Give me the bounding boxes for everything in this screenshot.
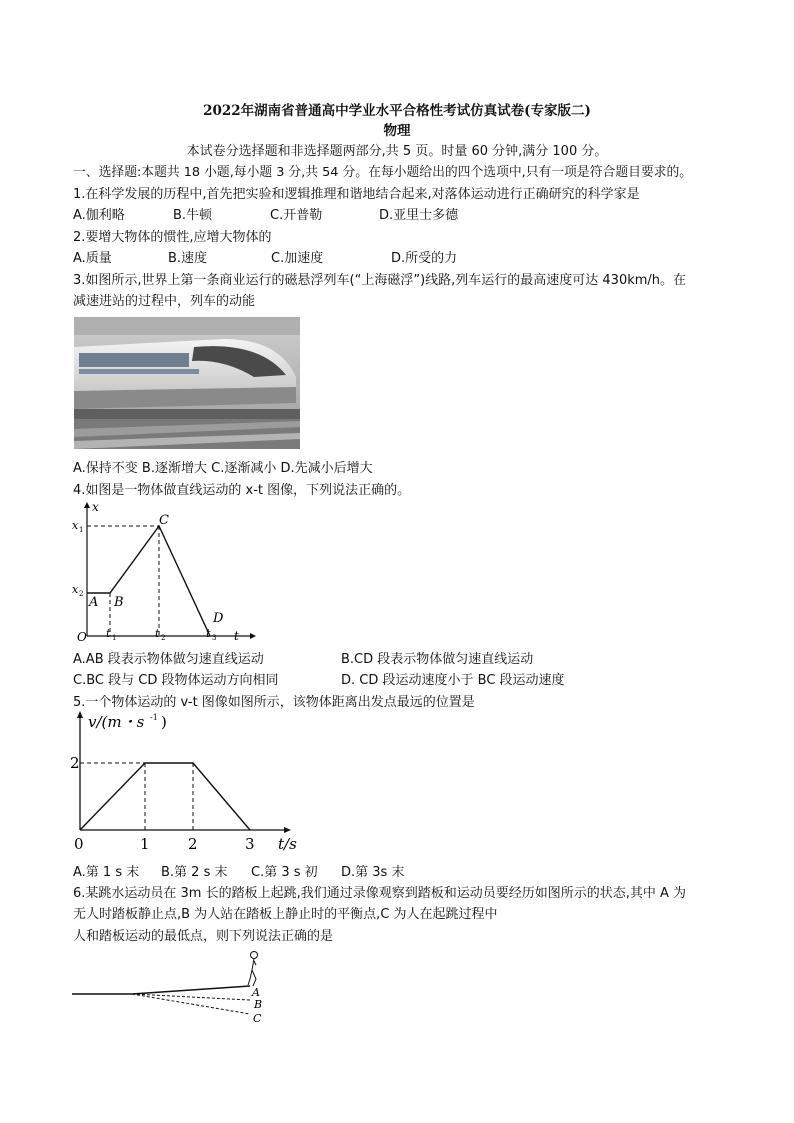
q1-option-b[interactable]: B.牛顿 — [173, 208, 213, 223]
q1-option-c[interactable]: C.开普勒 — [270, 208, 323, 223]
x-tick-3: 3 — [245, 835, 255, 853]
q5-option-c[interactable]: C.第 3 s 初 — [251, 865, 318, 880]
q6-stem-line3: 人和踏板运动的最低点，则下列说法正确的是 — [73, 929, 334, 944]
y-axis-arrow-icon — [77, 711, 83, 718]
q1-stem: 1.在科学发展的历程中,首先把实验和逻辑推理和谐地结合起来,对落体运动进行正确研究的科学家是 — [73, 187, 640, 202]
diver-head-icon — [251, 952, 258, 959]
label-c: C — [253, 1012, 262, 1025]
q3-stem-line1: 3.如图所示,世界上第一条商业运行的磁悬浮列车(“上海磁浮”)线路,列车运行的最高速度可达 430km/h。在 — [73, 273, 687, 288]
diver-body-icon — [248, 959, 256, 986]
y-axis-arrow-icon — [84, 502, 90, 508]
subject-title: 物理 — [383, 123, 411, 139]
t1-sub: 1 — [112, 634, 117, 642]
t3-label: t — [206, 627, 211, 640]
q6-stem-line1: 6.某跳水运动员在 3m 长的踏板上起跳,我们通过录像观察到踏板和运动员要经历如图所示的状态,其中 A 为 — [73, 886, 687, 901]
t2-label: t — [155, 627, 160, 640]
q5-stem: 5.一个物体运动的 v-t 图像如图所示，该物体距离出发点最远的位置是 — [73, 695, 475, 710]
x1-label: x — [72, 519, 79, 532]
x2-label: x — [72, 583, 79, 596]
x-axis-arrow-icon — [284, 827, 291, 833]
y-axis-sup: -1 — [150, 713, 158, 722]
x-tick-1: 1 — [140, 835, 150, 853]
q4-option-b[interactable]: B.CD 段表示物体做匀速直线运动 — [341, 652, 534, 667]
t2-sub: 2 — [161, 634, 166, 642]
y-axis-label: x — [92, 500, 99, 514]
label-b: B — [254, 998, 263, 1011]
x-axis-label: t/s — [278, 835, 297, 853]
xt-polyline — [87, 526, 210, 636]
origin-label: O — [77, 630, 87, 644]
exam-intro: 本试卷分选择题和非选择题两部分,共 5 页。时量 60 分钟,满分 100 分。 — [186, 144, 608, 159]
x-axis-arrow-icon — [250, 633, 256, 639]
q2-option-a[interactable]: A.质量 — [73, 251, 112, 266]
t1-label: t — [106, 627, 111, 640]
q6-springboard-figure — [72, 946, 272, 1026]
point-a-label: A — [89, 595, 99, 610]
q1-option-d[interactable]: D.亚里士多德 — [379, 208, 459, 223]
x1-sub: 1 — [79, 526, 84, 534]
board-position-a — [132, 986, 250, 994]
y-tick-2: 2 — [70, 754, 80, 772]
q6-stem-line2: 无人时踏板静止点,B 为人站在踏板上静止时的平衡点,C 为人在起跳过程中 — [73, 907, 498, 922]
q4-option-c[interactable]: C.BC 段与 CD 段物体运动方向相同 — [73, 673, 279, 688]
q3-stem-line2: 减速进站的过程中，列车的动能 — [73, 294, 256, 309]
x-tick-0: 0 — [74, 835, 84, 853]
q2-stem: 2.要增大物体的惯性,应增大物体的 — [73, 230, 272, 245]
x-axis-label: t — [234, 629, 239, 643]
x-tick-2: 2 — [188, 835, 198, 853]
q1-option-a[interactable]: A.伽利略 — [73, 208, 125, 223]
q5-option-d[interactable]: D.第 3s 末 — [341, 865, 405, 880]
t3-sub: 3 — [212, 634, 217, 642]
y-axis-label: v/(m・s — [88, 713, 145, 731]
q4-stem: 4.如图是一物体做直线运动的 x-t 图像，下列说法正确的。 — [73, 483, 411, 498]
point-c-label: C — [159, 513, 169, 528]
q2-option-b[interactable]: B.速度 — [168, 251, 208, 266]
point-b-label: B — [114, 595, 124, 610]
q5-option-a[interactable]: A.第 1 s 末 — [73, 865, 140, 880]
q4-option-d[interactable]: D. CD 段运动速度小于 BC 段运动速度 — [341, 673, 565, 688]
vt-polyline — [80, 763, 250, 830]
q5-vt-graph — [70, 710, 300, 854]
q2-option-c[interactable]: C.加速度 — [271, 251, 324, 266]
q5-option-b[interactable]: B.第 2 s 末 — [161, 865, 228, 880]
label-a: A — [252, 986, 260, 999]
q3-options[interactable]: A.保持不变 B.逐渐增大 C.逐渐减小 D.先减小后增大 — [73, 461, 373, 476]
q4-option-a[interactable]: A.AB 段表示物体做匀速直线运动 — [73, 652, 264, 667]
section-heading: 一、选择题:本题共 18 小题,每小题 3 分,共 54 分。在每小题给出的四个选项中,只有一项是符合题目要求的。 — [73, 165, 693, 180]
q4-xt-graph — [70, 500, 260, 646]
q2-option-d[interactable]: D.所受的力 — [391, 251, 458, 266]
board-position-c — [132, 994, 250, 1014]
exam-title: 2022年湖南省普通高中学业水平合格性考试仿真试卷(专家版二) — [203, 103, 591, 119]
y-axis-close: ) — [161, 713, 167, 731]
maglev-train-photo — [74, 317, 300, 449]
x2-sub: 2 — [79, 590, 84, 598]
point-d-label: D — [213, 611, 224, 626]
